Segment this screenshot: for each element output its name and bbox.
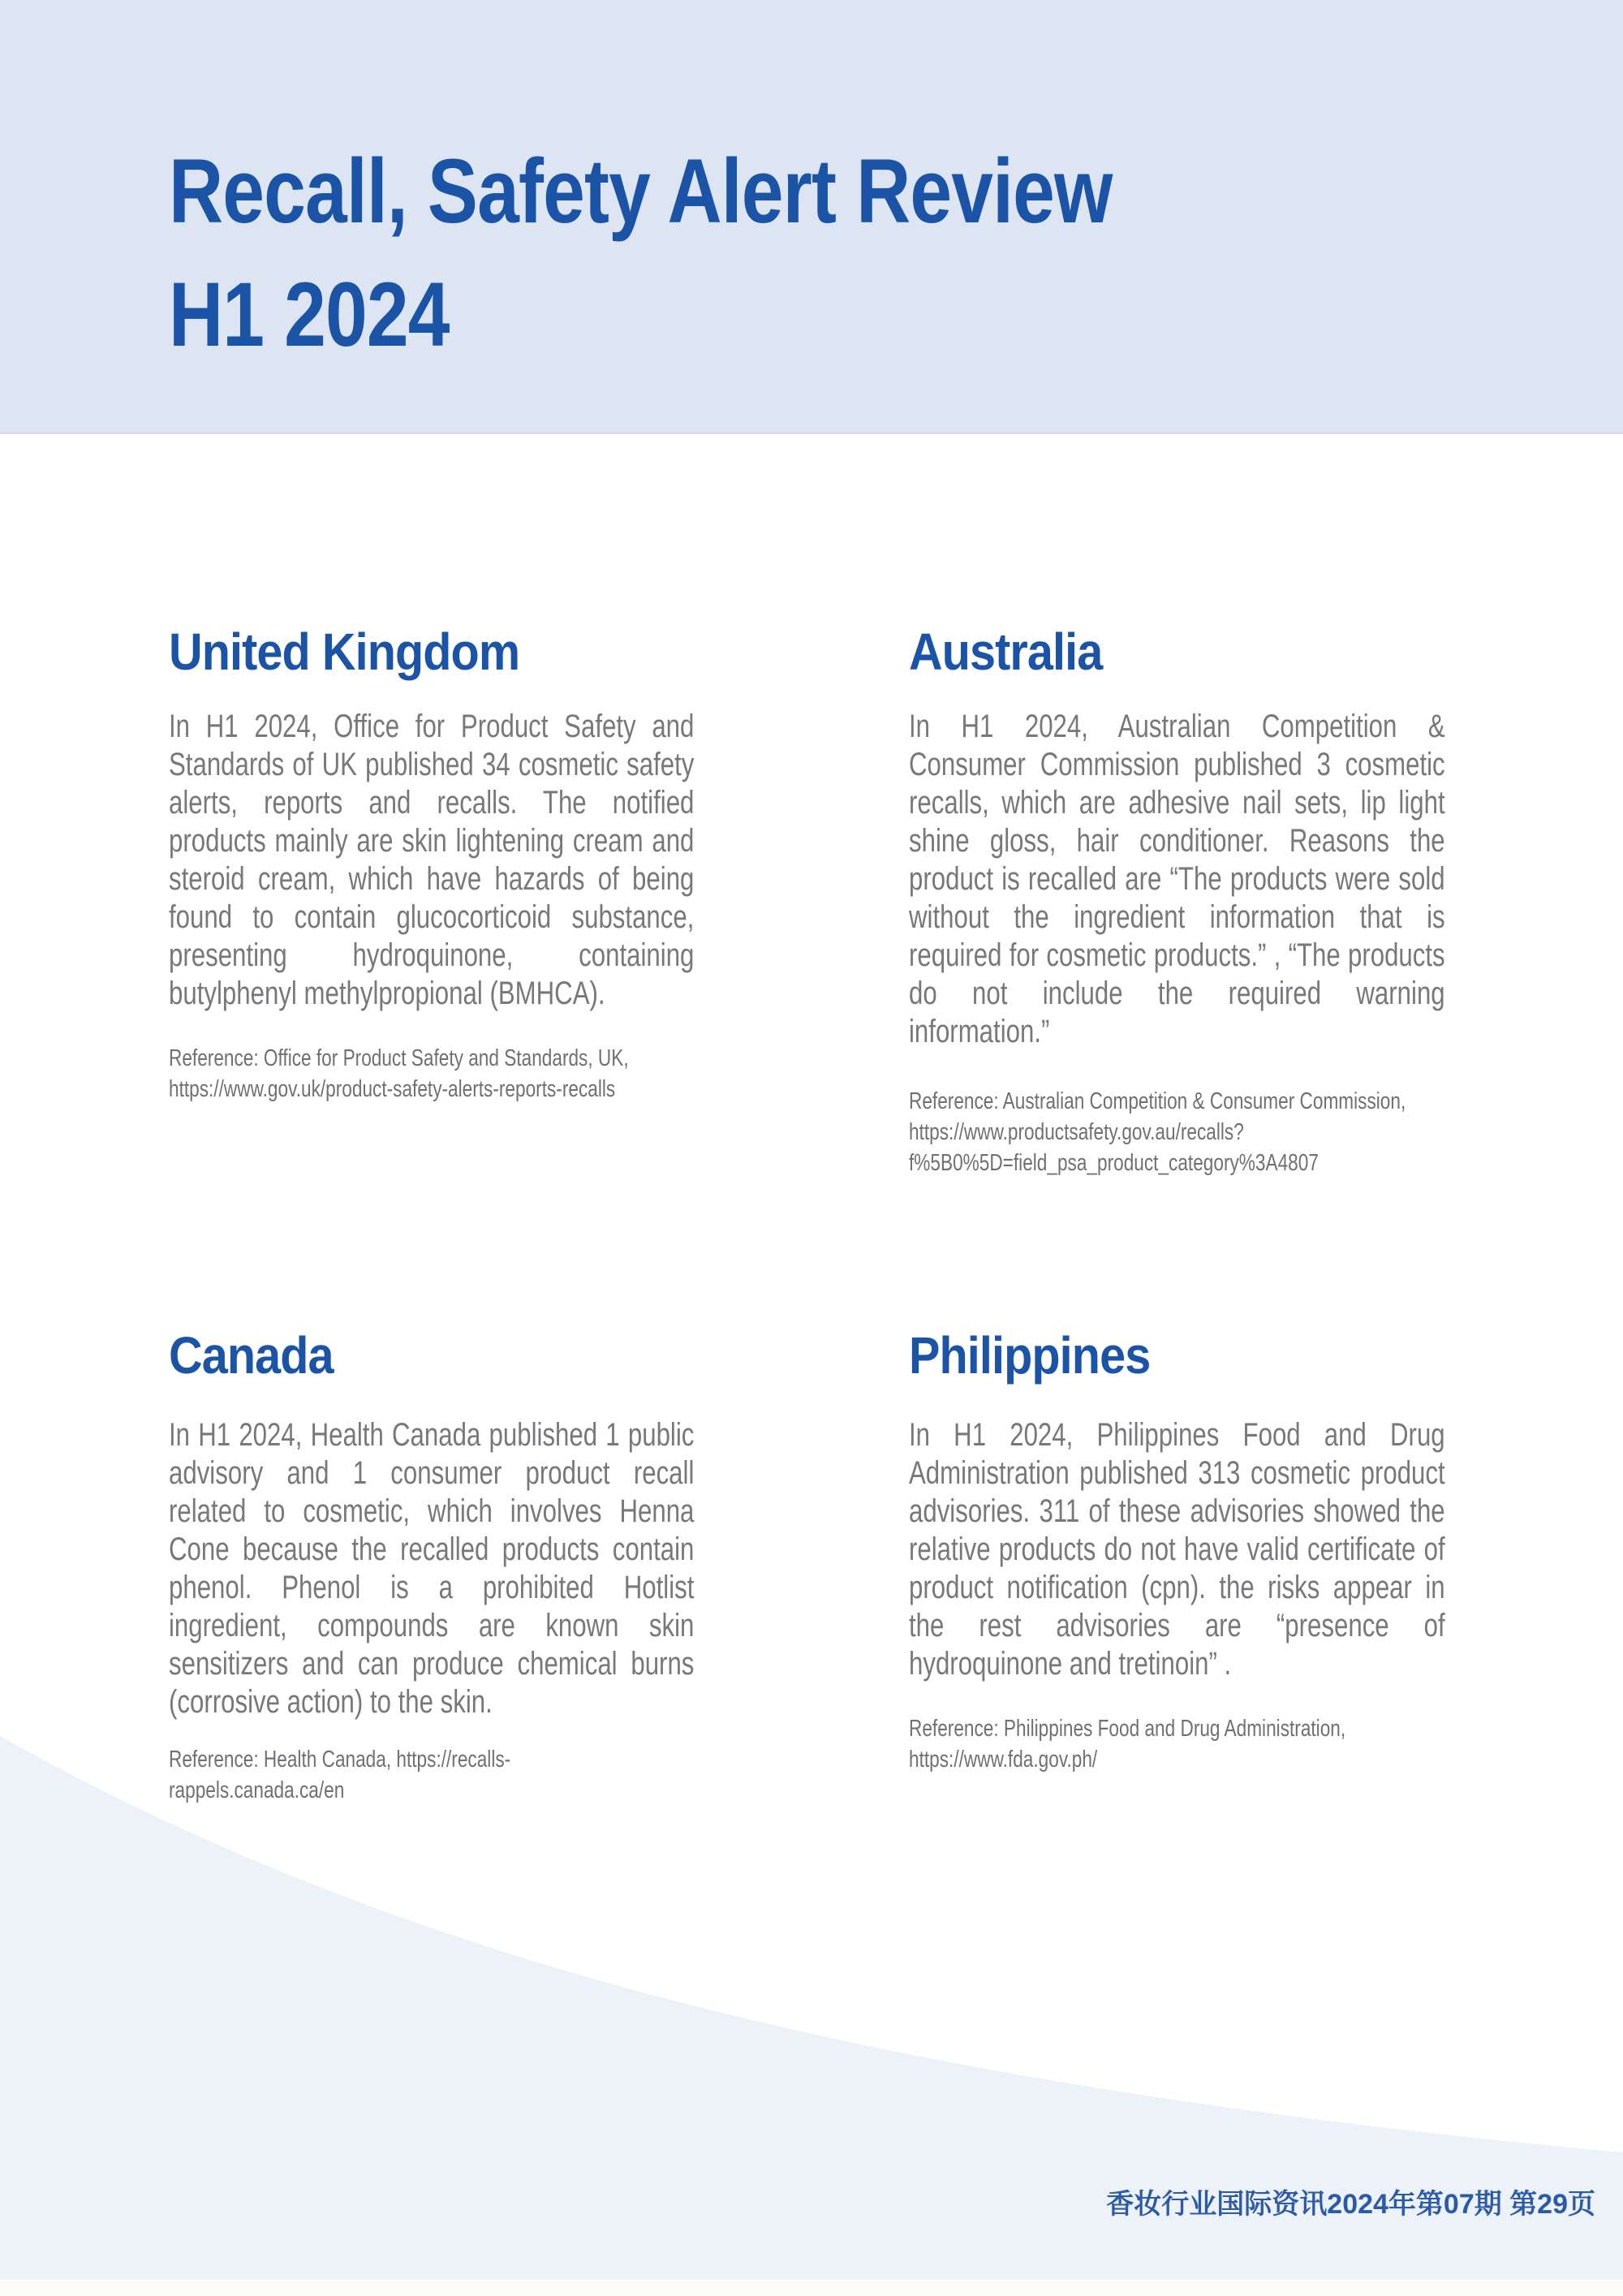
section-philippines [909, 1325, 1623, 1775]
footer-page-label: 香妆行业国际资讯2024年第07期 第29页 [1106, 2189, 1595, 2220]
section-reference-united-kingdom: Reference: Office for Product Safety and Standards, UK, https://www.gov.uk/product-safety-alerts-reports-recalls [169, 1045, 629, 1102]
section-heading-philippines: Philippines [909, 1326, 1151, 1385]
section-canada [169, 1325, 899, 1806]
section-australia [909, 621, 1623, 1178]
section-reference-canada: Reference: Health Canada, https://recalls-rappels.canada.ca/en [169, 1747, 511, 1803]
page-title-line2: H1 2024 [169, 264, 450, 365]
section-body-philippines: In H1 2024, Philippines Food and Drug Administration published 313 cosmetic product advisories. 311 of these advisories showed the relative products do not have valid certificate of product notification (cpn). the risks appear in the rest advisories are “presence of hydroquinone and tretinoin” . [909, 1417, 1445, 1682]
section-body-canada: In H1 2024, Health Canada published 1 public advisory and 1 consumer product recall related to cosmetic, which involves Henna Cone because the recalled products contain phenol. Phenol is a prohibited Hotlist ingredient, compounds are known skin sensitizers and can produce chemical burns (corrosive action) to the skin. [169, 1417, 695, 1720]
section-united-kingdom [169, 621, 899, 1105]
section-heading-australia: Australia [909, 622, 1103, 681]
section-body-united-kingdom: In H1 2024, Office for Product Safety and Standards of UK published 34 cosmetic safety alerts, reports and recalls. The notified products mainly are skin lightening cream and steroid cream, which have hazards of being found to contain glucocorticoid substance, presenting hydroquinone, containing butylphenyl methylpropional (BMHCA). [169, 709, 695, 1011]
section-reference-australia: Reference: Australian Competition & Consumer Commission, https://www.productsafety.gov.au/recalls?f%5B0%5D=field_psa_product_category%3A4807 [909, 1088, 1406, 1176]
page-title [169, 130, 1113, 377]
section-body-australia: In H1 2024, Australian Competition & Consumer Commission published 3 cosmetic recalls, which are adhesive nail sets, lip light shine gloss, hair conditioner. Reasons the product is recalled are “The products were sold without the ingredient information that is required for cosmetic products.” , “The products do not include the required warning information.” [909, 709, 1445, 1049]
section-heading-canada: Canada [169, 1326, 334, 1385]
section-reference-philippines: Reference: Philippines Food and Drug Administration, https://www.fda.gov.ph/ [909, 1716, 1346, 1773]
page-title-line1: Recall, Safety Alert Review [169, 140, 1113, 242]
section-heading-united-kingdom: United Kingdom [169, 622, 520, 681]
